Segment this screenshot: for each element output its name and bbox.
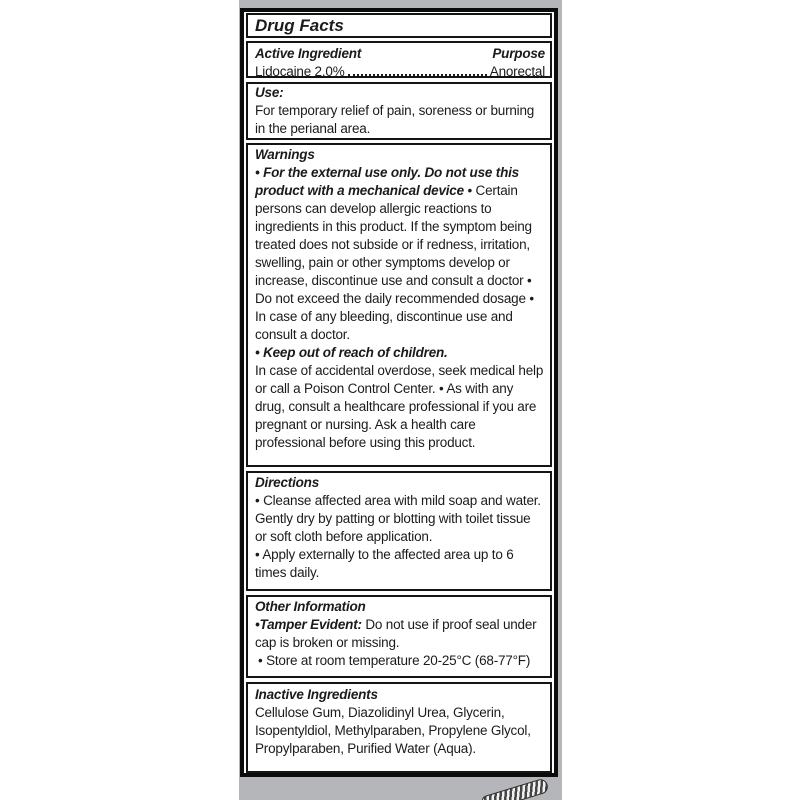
inactive-ingredients-heading: Inactive Ingredients [255,687,378,702]
applicator-stripes [480,777,549,800]
section-use [246,82,552,140]
tamper-evident-rest: Do not use if proof seal under cap is broken or missing. [255,617,537,650]
purpose-heading: Purpose [492,46,545,61]
section-directions [246,471,552,591]
warnings-heading: Warnings [255,147,315,162]
section-warnings [246,143,552,467]
tamper-evident-bold: •Tamper Evident: [255,617,362,632]
active-ingredient-heading: Active Ingredient [255,46,362,61]
warnings-overdose-text: In case of accidental overdose, seek medical help or call a Poison Control Center. • As with any drug, consult a healthcare professional if you are pregnant or nursing. Ask a health care professional before using this product. [255,363,544,450]
storage-text: • Store at room temperature 20-25°C (68-77°F) [258,653,531,668]
other-information-heading: Other Information [255,599,366,614]
directions-item-apply: • Apply externally to the affected area up to 6 times daily. [255,547,514,580]
active-ingredient-value: Lidocaine 2.0% [255,64,345,78]
drug-facts-label [240,8,558,777]
directions-item-cleanse: • Cleanse affected area with mild soap and water. Gently dry by patting or blotting with toilet tissue or soft cloth before application. [255,493,541,544]
warnings-external-rest: • Certain persons can develop allergic reactions to ingredients in this product. If the symptom being treated does not subside or if redness, irritation, swelling, pain or other symptoms develop or increase, discontinue use and consult a doctor • Do not exceed the daily recommended dosage • In case of any bleeding, discontinue use and consult a doctor. [255,183,534,342]
warnings-keep-out-text: • Keep out of reach of children. [255,345,448,360]
striped-applicator-image [479,779,551,800]
active-ingredient-value-row [255,63,545,78]
inactive-ingredients-text: Cellulose Gum, Diazolidinyl Urea, Glycerin, Isopentyldiol, Methylparaben, Propylene Glycol, Propylparaben, Purified Water (Aqua). [255,705,531,756]
section-active-ingredient [246,41,552,78]
purpose-value: Anorectal [489,64,545,78]
directions-heading: Directions [255,475,320,490]
tamper-evident-text [255,616,545,652]
section-other-information [246,595,552,678]
section-drug-facts-header [246,13,552,38]
use-heading: Use: [255,85,284,100]
use-text: For temporary relief of pain, soreness or burning in the perianal area. [255,103,535,136]
section-inactive-ingredients [246,682,552,773]
active-ingredient-header-row [255,45,545,63]
page-title: Drug Facts [255,15,344,35]
warnings-external-bold: • For the external use only. Do not use this product with a mechanical device [255,165,519,198]
warnings-external-paragraph [255,164,545,344]
dot-leader [348,74,487,76]
